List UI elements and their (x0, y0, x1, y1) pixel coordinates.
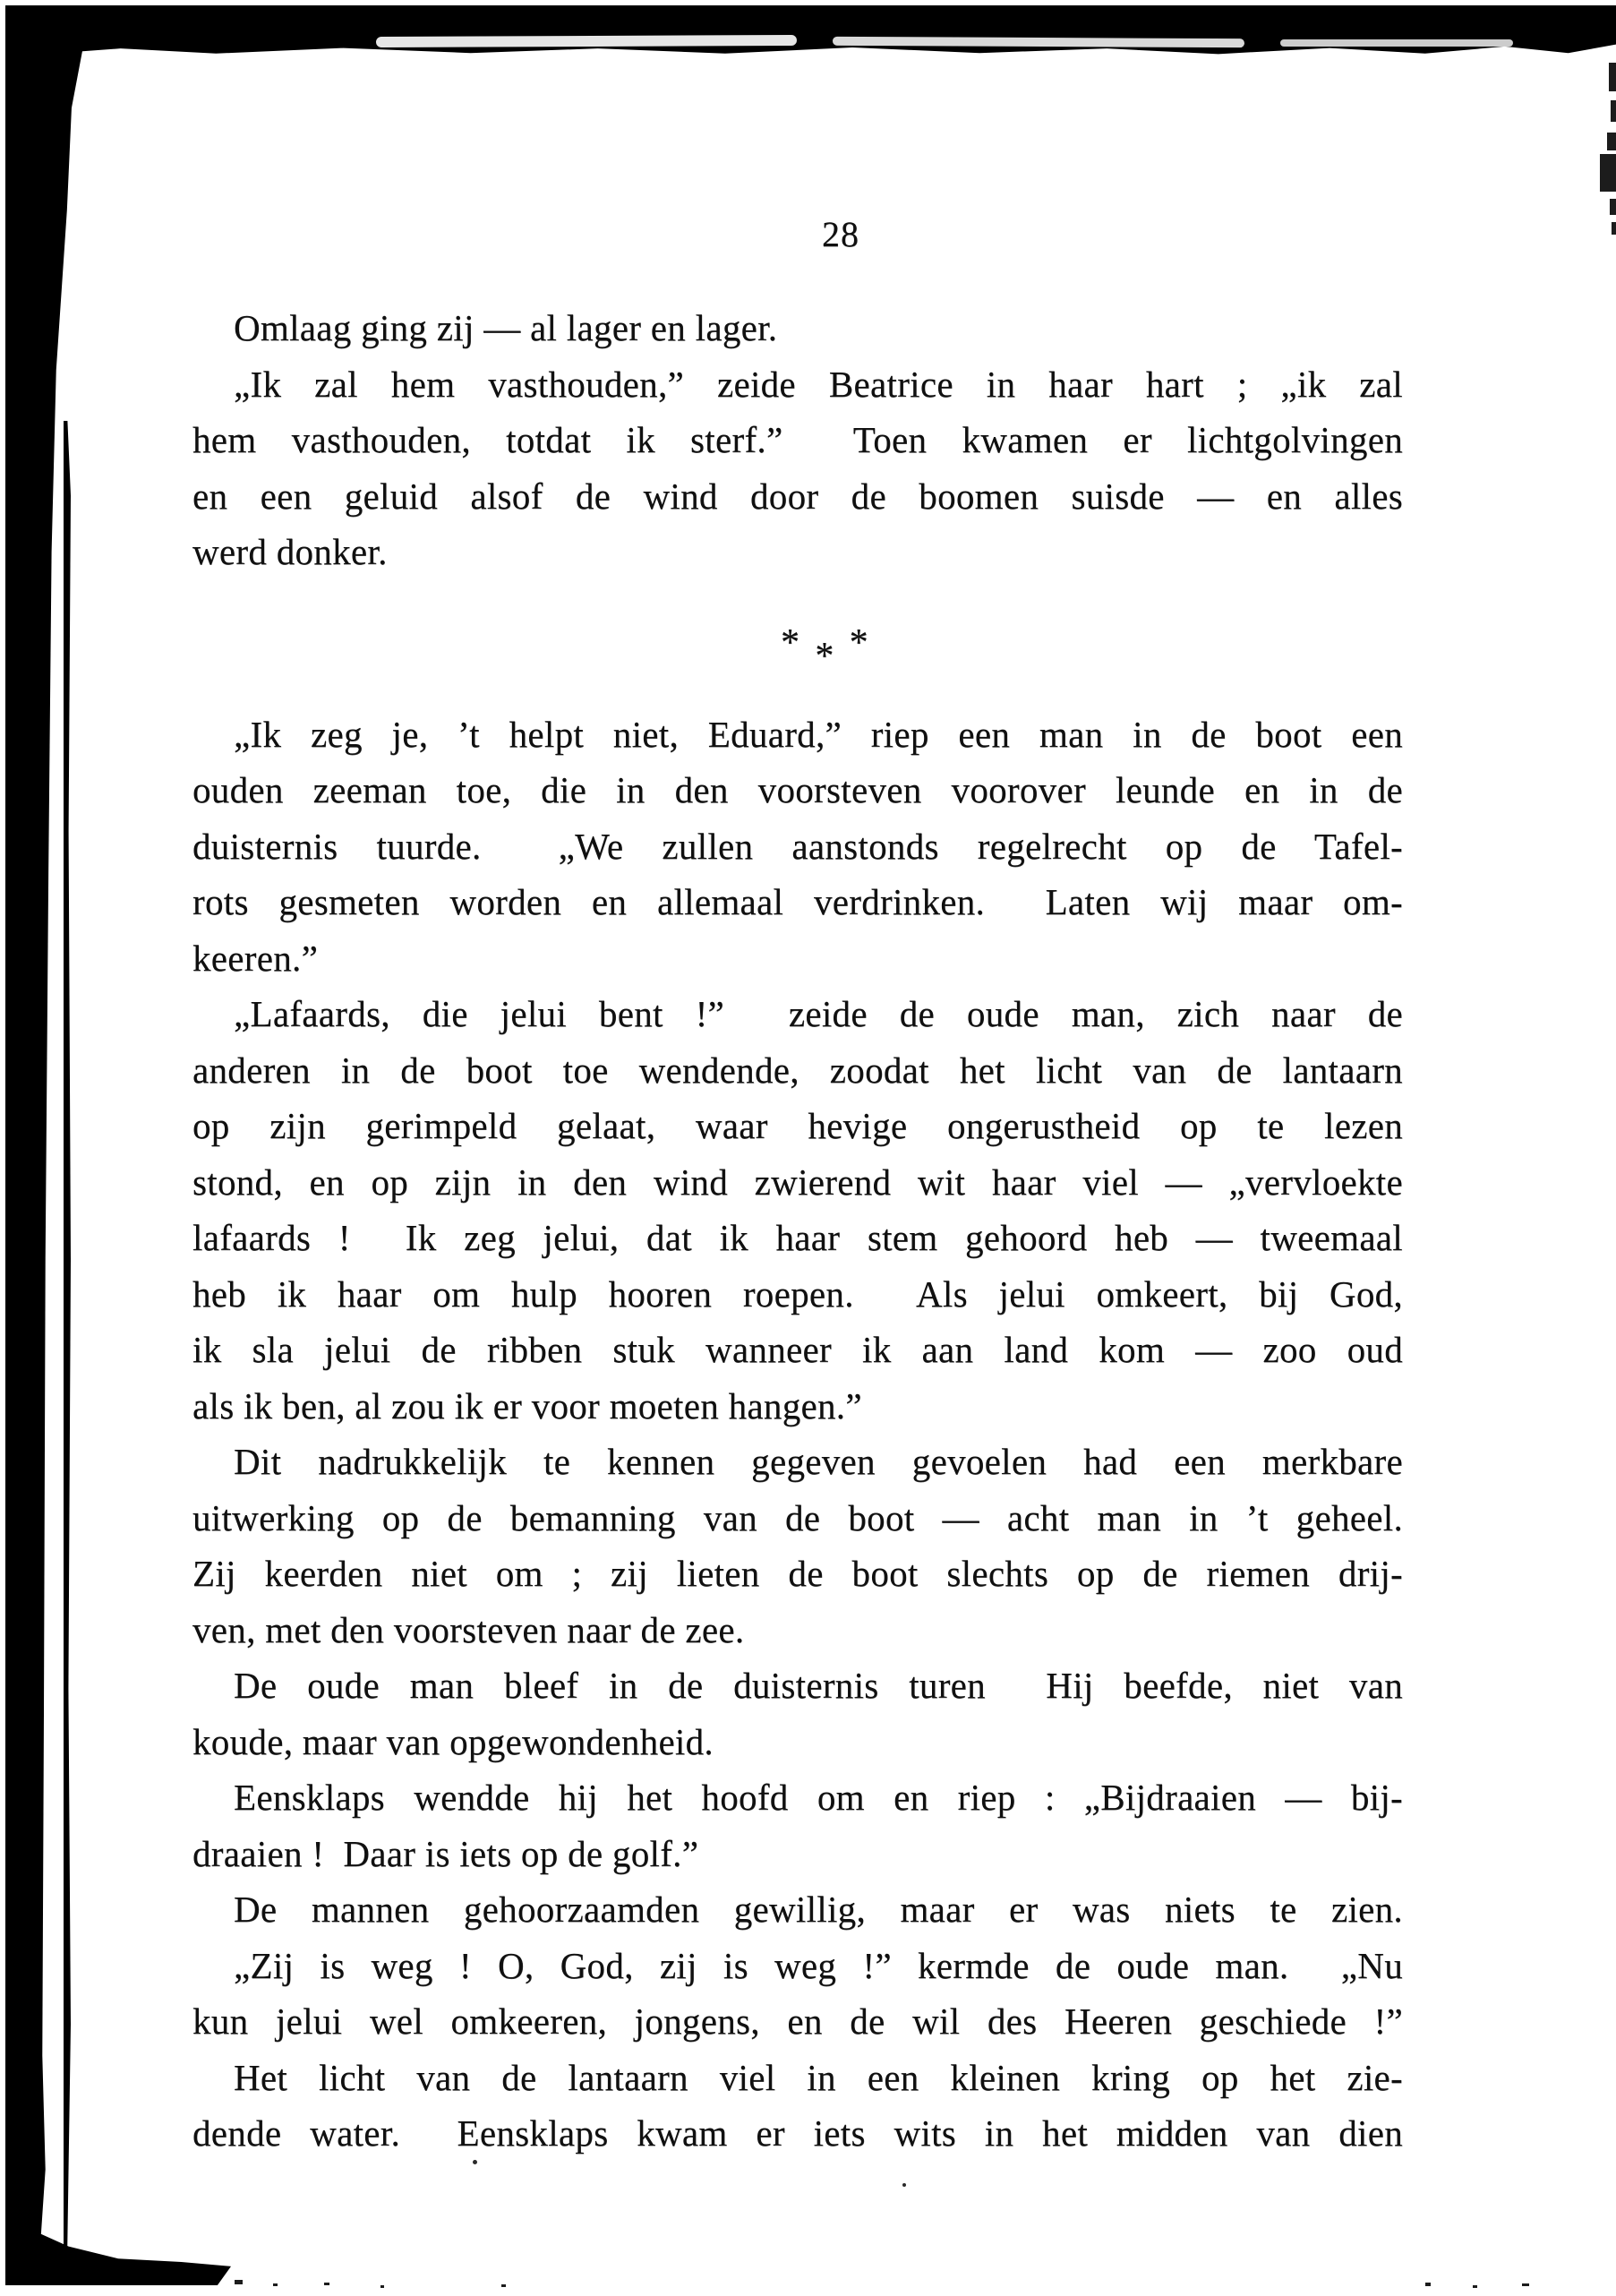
asterisk-separator (781, 622, 868, 677)
text-line: „Zij is weg ! O, God, zij is weg !” kermde de oude man. „Nu (234, 1944, 1403, 1986)
paragraph (192, 1434, 1403, 1658)
scan-speck (380, 2285, 384, 2288)
section-separator (192, 580, 1403, 707)
text-column (192, 300, 1403, 2162)
text-line: Omlaag ging zij — al lager en lager. (234, 307, 778, 348)
paragraph (192, 1658, 1403, 1769)
paragraph (192, 1881, 1403, 1938)
scan-speck (1612, 222, 1616, 235)
asterisk-icon: * (815, 636, 834, 677)
paragraph (192, 707, 1403, 987)
text-line: „Ik zeg je, ’t helpt niet, Eduard,” riep een man in de boot een (234, 713, 1403, 755)
text-line: werd donker. (192, 531, 388, 572)
scan-speck (235, 2280, 243, 2284)
scan-speck (1425, 2283, 1431, 2286)
page-number: 28 (822, 214, 859, 254)
text-line: keeren.” (192, 937, 319, 979)
scan-smudge-bottom-left (5, 2230, 231, 2285)
text-line: lafaards ! Ik zeg jelui, dat ik haar stem gehoord heb — tweemaal (192, 1217, 1403, 1258)
scan-speck (273, 2283, 278, 2286)
paragraph (192, 300, 1403, 580)
text-line: uitwerking op de bemanning van de boot — acht man in ’t geheel. (192, 1496, 1403, 1538)
text-line: Dit nadrukkelijk te kennen gegeven gevoelen had een merkbare (234, 1441, 1403, 1482)
paragraph (192, 1938, 1403, 2050)
paragraph (192, 986, 1403, 1434)
scan-gutter-line (64, 421, 71, 2285)
asterisk-icon: * (781, 622, 800, 664)
text-line: duisternis tuurde. „We zullen aanstonds regelrecht op de Tafel- (192, 825, 1403, 867)
scan-border-top (25, 5, 1616, 56)
scan-speck (1611, 100, 1616, 122)
scan-speck (501, 2284, 506, 2287)
scan-speck (1610, 199, 1616, 215)
text-line: en een geluid alsof de wind door de boomen suisde — en alles (192, 475, 1403, 517)
paragraph (192, 1769, 1403, 1881)
text-line: Zij keerden niet om ; zij lieten de boot slechts op de riemen drij- (192, 1553, 1403, 1594)
text-line: dende water. Eensklaps kwam er iets wits in het midden van dien (192, 2112, 1403, 2154)
text-line: Eensklaps wendde hij het hoofd om en riep : „Bijdraaien — bij- (234, 1777, 1403, 1818)
text-line: anderen in de boot toe wendende, zoodat het licht van de lantaarn (192, 1049, 1403, 1091)
scan-speck (324, 2283, 329, 2285)
scan-speck (1473, 2285, 1477, 2288)
text-line: heb ik haar om hulp hooren roepen. Als jelui omkeert, bij God, (192, 1272, 1403, 1315)
text-line: op zijn gerimpeld gelaat, waar hevige ongerustheid op te lezen (192, 1105, 1403, 1146)
text-line: De mannen gehoorzaamden gewillig, maar er was niets te zien. (234, 1889, 1403, 1930)
scan-speck (1522, 2283, 1529, 2286)
paragraph (192, 2050, 1403, 2162)
text-line: hem vasthouden, totdat ik sterf.” Toen kwamen er lichtgolvingen (192, 419, 1403, 460)
scan-border-left (5, 5, 82, 2283)
text-line: De oude man bleef in de duisternis turen Hij beefde, niet van (234, 1665, 1403, 1706)
text-line: stond, en op zijn in den wind zwierend wit haar viel — „vervloekte (192, 1161, 1403, 1203)
scan-dot (902, 2183, 906, 2187)
text-line: „Ik zal hem vasthouden,” zeide Beatrice in haar hart ; „ik zal (234, 363, 1403, 405)
text-line: rots gesmeten worden en allemaal verdrinken. Laten wij maar om- (192, 881, 1403, 922)
text-line: draaien ! Daar is iets op de golf.” (192, 1832, 699, 1874)
scan-speck (1609, 63, 1616, 91)
scan-border-top-highlight (1280, 39, 1513, 47)
scan-border-top-highlight (376, 35, 797, 47)
text-line: ouden zeeman toe, die in den voorsteven voorover leunde en in de (192, 769, 1403, 810)
text-line: koude, maar van opgewondenheid. (192, 1720, 714, 1762)
scan-speck (1600, 154, 1616, 192)
scan-speck (1607, 133, 1616, 150)
text-line: kun jelui wel omkeeren, jongens, en de wil des Heeren geschiede !” (192, 2000, 1403, 2042)
text-line: Het licht van de lantaarn viel in een kleinen kring op het zie- (234, 2056, 1403, 2098)
asterisk-icon: * (849, 622, 868, 664)
text-line: als ik ben, al zou ik er voor moeten hangen.” (192, 1384, 862, 1426)
text-line: ik sla jelui de ribben stuk wanneer ik aan land kom — zoo oud (192, 1329, 1403, 1370)
text-line: ven, met den voorsteven naar de zee. (192, 1608, 745, 1650)
scan-page-corner (79, 52, 159, 133)
text-line: „Lafaards, die jelui bent !” zeide de oude man, zich naar de (234, 993, 1403, 1034)
